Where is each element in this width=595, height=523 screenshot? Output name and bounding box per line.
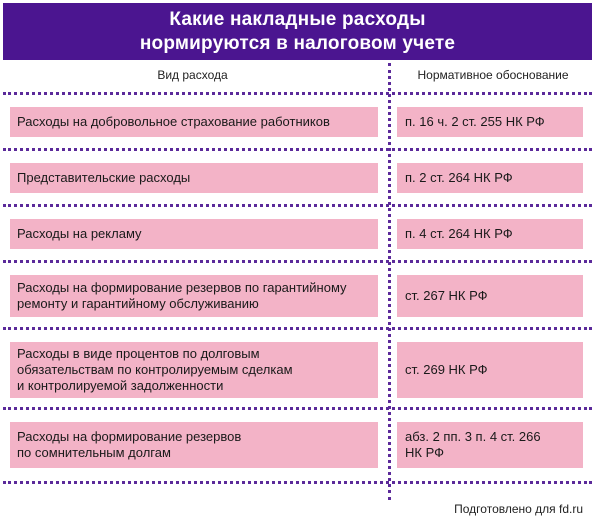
- table-row-basis: [397, 107, 583, 137]
- table-row-expense: [10, 163, 378, 193]
- row-divider: [3, 148, 592, 151]
- table-row-expense: [10, 219, 378, 249]
- table-row-basis: [397, 219, 583, 249]
- row-divider: [3, 327, 592, 330]
- table-row-basis: [397, 163, 583, 193]
- expense-label: Расходы на рекламу: [17, 226, 142, 241]
- basis-label: ст. 267 НК РФ: [405, 288, 488, 303]
- expense-label-line: Расходы на формирование резервов: [17, 429, 242, 444]
- basis-label-line: абз. 2 пп. 3 п. 4 ст. 266: [405, 429, 541, 444]
- row-divider: [3, 92, 592, 95]
- basis-label: п. 2 ст. 264 НК РФ: [405, 170, 513, 185]
- row-divider: [3, 481, 592, 484]
- row-divider: [3, 407, 592, 410]
- expense-label-line: Расходы в виде процентов по долговым: [17, 346, 260, 361]
- table-row-expense: [10, 342, 378, 398]
- title-line-2: нормируются в налоговом учете: [139, 32, 456, 54]
- basis-label: п. 4 ст. 264 НК РФ: [405, 226, 513, 241]
- title-line-1: Какие накладные расходы: [169, 8, 426, 30]
- column-divider: [388, 63, 391, 500]
- table-row-expense: [10, 275, 378, 317]
- table-row-basis: [397, 342, 583, 398]
- page-title: [3, 3, 592, 60]
- table-row-basis: [397, 275, 583, 317]
- basis-label: п. 16 ч. 2 ст. 255 НК РФ: [405, 114, 545, 129]
- column-header-expense: Вид расхода: [157, 68, 228, 82]
- basis-label-line: НК РФ: [405, 445, 444, 460]
- table-row-expense: [10, 422, 378, 468]
- expense-label-line: и контролируемой задолженности: [17, 378, 224, 393]
- row-divider: [3, 260, 592, 263]
- footer-credit: Подготовлено для fd.ru: [454, 502, 583, 516]
- table-row-basis: [397, 422, 583, 468]
- table-row-expense: [10, 107, 378, 137]
- basis-label: ст. 269 НК РФ: [405, 362, 488, 377]
- expense-label-line: обязательствам по контролируемым сделкам: [17, 362, 293, 377]
- column-header-basis: Нормативное обоснование: [417, 68, 569, 82]
- row-divider: [3, 204, 592, 207]
- expense-label-line: Расходы на формирование резервов по гарантийному: [17, 280, 347, 295]
- expense-label-line: по сомнительным долгам: [17, 445, 171, 460]
- expense-label: Расходы на добровольное страхование работников: [17, 114, 330, 129]
- expense-label-line: ремонту и гарантийному обслуживанию: [17, 296, 259, 311]
- expense-label: Представительские расходы: [17, 170, 191, 185]
